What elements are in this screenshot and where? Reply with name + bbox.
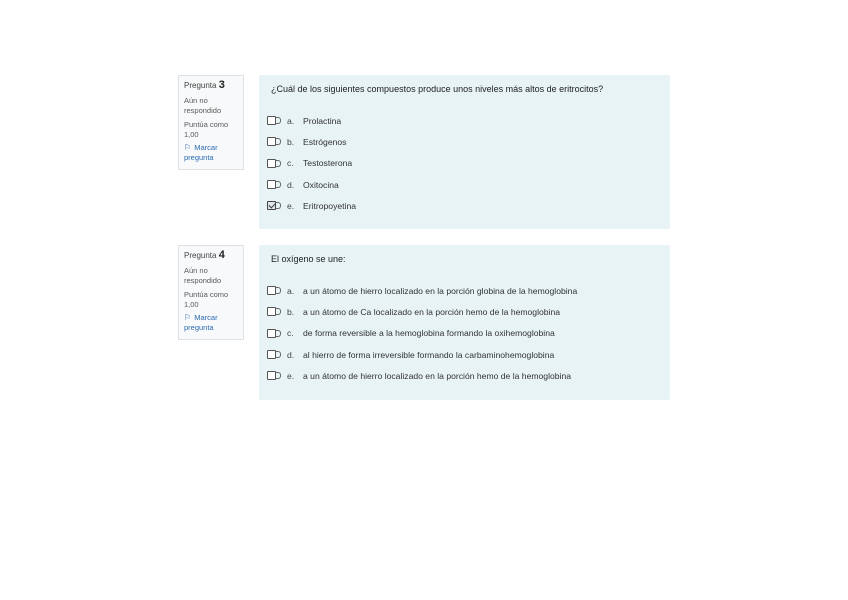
answer-option[interactable]: d. Oxitocina (267, 174, 658, 195)
answer-option[interactable]: a. a un átomo de hierro localizado en la porción globina de la hemoglobina (267, 280, 658, 301)
flag-icon: ⚐ (184, 143, 192, 152)
answer-list-3 (267, 110, 658, 216)
answer-option[interactable]: a. Prolactina (267, 110, 658, 131)
question-grade-3: Puntúa como 1,00 (184, 120, 229, 139)
answer-option[interactable]: d. al hierro de forma irreversible formando la carbaminohemoglobina (267, 344, 658, 365)
checkbox[interactable] (267, 180, 276, 189)
flag-icon: ⚐ (184, 313, 192, 322)
question-state-4: Aún no respondido (184, 266, 222, 285)
answer-option[interactable]: b. Estrógenos (267, 131, 658, 152)
answer-option[interactable]: b. a un átomo de Ca localizado en la porción hemo de la hemoglobina (267, 301, 658, 322)
answer-option[interactable]: c. Testosterona (267, 153, 658, 174)
question-text-4: El oxígeno se une: (271, 254, 346, 264)
answer-option[interactable]: e. a un átomo de hierro localizado en la porción hemo de la hemoglobina (267, 365, 658, 386)
checkbox[interactable] (267, 350, 276, 359)
question-info-4 (178, 245, 244, 340)
question-info-3 (178, 75, 244, 170)
checkbox-checked[interactable] (267, 201, 276, 210)
question-number-3: Pregunta 3 (184, 79, 225, 91)
question-content-3 (259, 75, 670, 229)
answer-option[interactable]: e. Eritropoyetina (267, 195, 658, 216)
checkbox[interactable] (267, 159, 276, 168)
checkbox[interactable] (267, 307, 276, 316)
checkbox[interactable] (267, 286, 276, 295)
checkbox[interactable] (267, 137, 276, 146)
question-state-3: Aún no respondido (184, 96, 222, 115)
question-number-4: Pregunta 4 (184, 249, 225, 261)
answer-list-4 (267, 280, 658, 386)
checkbox[interactable] (267, 329, 276, 338)
flag-question-4-link[interactable]: ⚐ Marcar pregunta (184, 313, 218, 332)
question-content-4 (259, 245, 670, 400)
flag-question-3-link[interactable]: ⚐ Marcar pregunta (184, 143, 218, 162)
checkbox[interactable] (267, 116, 276, 125)
question-text-3: ¿Cuál de los siguientes compuestos produce unos niveles más altos de eritrocitos? (271, 84, 604, 94)
checkbox[interactable] (267, 371, 276, 380)
question-grade-4: Puntúa como 1,00 (184, 290, 229, 309)
answer-option[interactable]: c. de forma reversible a la hemoglobina formando la oxihemoglobina (267, 323, 658, 344)
